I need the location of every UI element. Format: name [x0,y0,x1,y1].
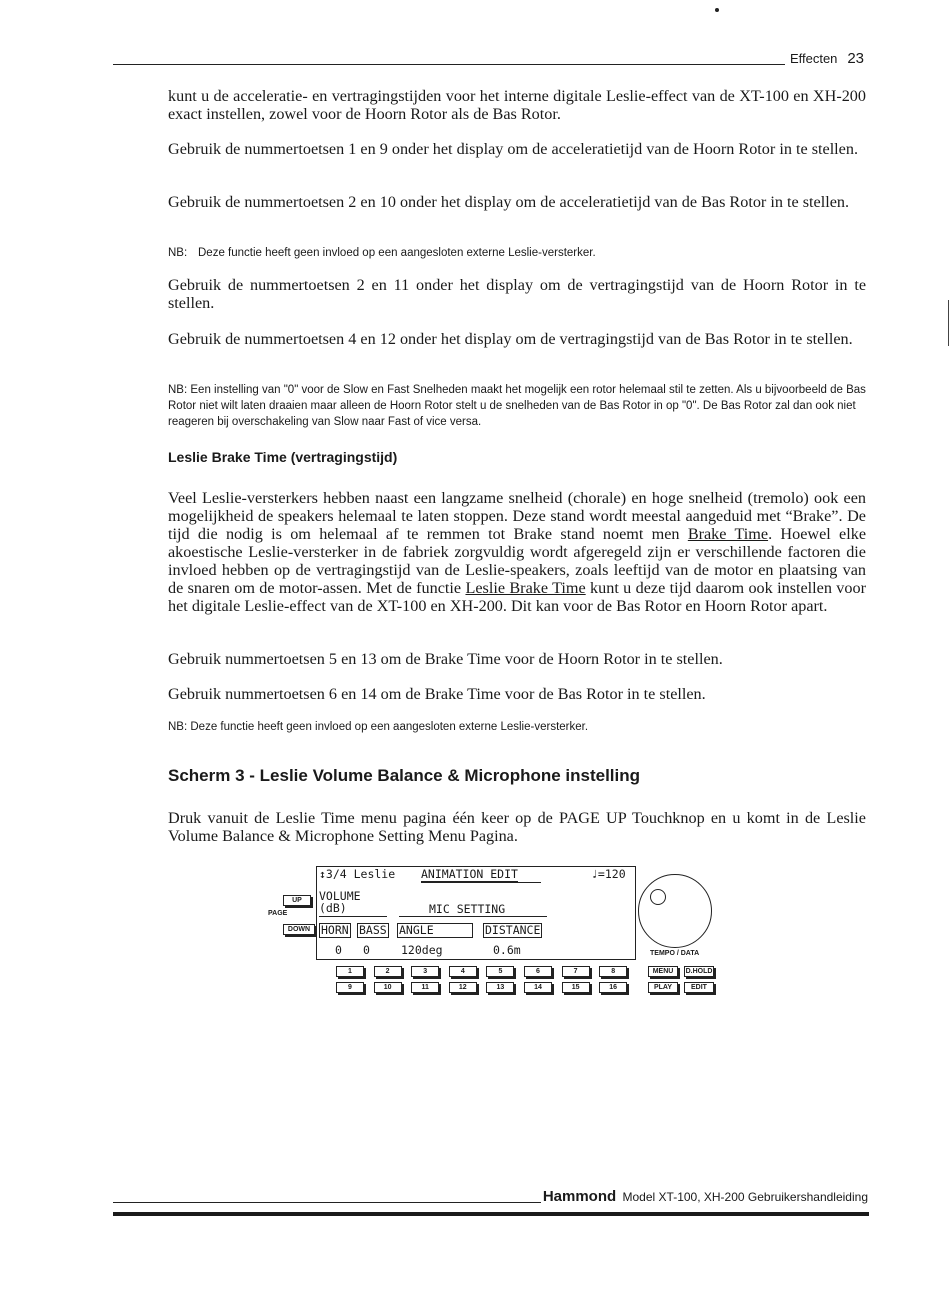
page-down-button[interactable]: DOWN [283,924,315,935]
lcd-menu-underline [421,882,541,883]
paragraph: Gebruik nummertoetsen 5 en 13 om de Brake Time voor de Hoorn Rotor in te stellen. [168,650,723,668]
note-text: Deze functie heeft geen invloed op een aangesloten externe Leslie-versterker. [198,247,596,259]
number-key-6[interactable]: 6 [524,966,552,977]
lcd-angle-value: 120deg [401,943,443,957]
underlined-term: Leslie Brake Time [465,579,586,597]
number-key-10[interactable]: 10 [374,982,402,993]
play-button[interactable]: PLAY [648,982,678,993]
lcd-bass-value: 0 [363,943,370,957]
paragraph: Gebruik de nummertoetsen 4 en 12 onder het display om de vertragingstijd van de Bas Rotor in te stellen. [168,330,853,348]
number-key-12[interactable]: 12 [449,982,477,993]
note-label: NB: [168,247,188,259]
note-label: NB: [168,384,188,396]
dhold-button[interactable]: D.HOLD [685,968,713,975]
number-key-11[interactable]: 11 [411,982,439,993]
menu-button[interactable]: MENU [648,966,678,977]
lcd-menu-title: ANIMATION EDIT [421,867,518,881]
number-key-2[interactable]: 2 [374,966,402,977]
lcd-unit-label: (dB) [319,901,347,915]
dial-indicator-icon [650,889,666,905]
number-key-14[interactable]: 14 [524,982,552,993]
edit-button[interactable]: EDIT [684,982,714,993]
note [168,382,866,430]
page-number: 23 [847,50,864,67]
margin-mark [948,300,949,346]
number-key-9[interactable]: 9 [336,982,364,993]
note-label: NB: [168,721,188,733]
number-key-3[interactable]: 3 [411,966,439,977]
lcd-bass[interactable]: BASS [359,923,387,937]
paragraph: kunt u de acceleratie- en vertragingstijden voor het interne digitale Leslie-effect van de XT-100 en XH-200 exact instellen, zowel voor de Hoorn Rotor als de Bas Rotor. [168,87,866,123]
lcd-mic-underline [399,916,547,917]
underlined-term: Brake Time [687,525,769,543]
footer-brand: Hammond [542,1188,617,1205]
running-header [790,50,864,67]
lcd-display [316,866,636,960]
footer-thick-rule [113,1212,869,1216]
tempo-data-label: TEMPO / DATA [650,950,700,957]
footer-title: Model XT-100, XH-200 Gebruikershandleiding [622,1190,868,1204]
number-key-16[interactable]: 16 [599,982,627,993]
number-key-7[interactable]: 7 [562,966,590,977]
paragraph: Gebruik nummertoetsen 6 en 14 om de Brake Time voor de Bas Rotor in te stellen. [168,685,706,703]
number-key-5[interactable]: 5 [486,966,514,977]
section-heading: Scherm 3 - Leslie Volume Balance & Microphone instelling [168,766,641,785]
lcd-volume-label: VOLUME [319,889,361,903]
lcd-horn-value: 0 [335,943,342,957]
paragraph: Gebruik de nummertoetsen 2 en 11 onder het display om de vertragingstijd van de Hoorn Rotor in te stellen. [168,276,866,312]
paragraph [168,489,866,615]
page-label: PAGE [268,910,288,917]
number-key-4[interactable]: 4 [449,966,477,977]
paragraph: Druk vanuit de Leslie Time menu pagina één keer op de PAGE UP Touchknop en u komt in de Leslie Volume Balance & Microphone Setting Menu Pagina. [168,809,866,845]
lcd-page-indicator: ↕3/4 Leslie [319,867,396,881]
tempo-data-dial[interactable] [638,874,712,948]
number-key-13[interactable]: 13 [486,982,514,993]
footer-rule [113,1202,541,1203]
note [168,719,866,735]
note-text: Een instelling van "0" voor de Slow en Fast Snelheden maakt het mogelijk een rotor helemaal stil te zetten. Als u bijvoorbeeld de Bas Rotor niet wilt laten draaien maar alleen de Hoorn Rotor stelt u de snelheden van de Bas Rotor in op "0". De Bas Rotor zal dan ook niet reageren bij overschakeling van Slow naar Fast of vice versa. [168,384,866,428]
lcd-volume-underline [319,916,387,917]
text-run: kunt u deze tijd daarom ook instellen voor het digitale Leslie-effect van de XT-100 en XH-200. Dit kan voor de Bas Rotor en Hoorn Rotor apart. [168,579,866,615]
page-speck [715,8,719,12]
note-text: Deze functie heeft geen invloed op een aangesloten externe Leslie-versterker. [190,721,589,733]
text-run: Veel Leslie-versterkers hebben naast een langzame snelheid (chorale) en hoge snelheid (tremolo) ook een mogelijkheid de speakers helemaal te laten stoppen. Deze stand wordt meestal aangeduid met “Brake”. De tijd die nodig is om helemaal af te remmen tot Brake stand noemt men [168,489,866,543]
section-title: Effecten [789,51,838,66]
lcd-distance[interactable]: DISTANCE [485,923,541,937]
lcd-horn[interactable]: HORN [321,923,349,937]
running-footer [543,1188,868,1205]
note [168,245,866,261]
lcd-tempo: ♩=120 [591,867,626,881]
paragraph: Gebruik de nummertoetsen 2 en 10 onder het display om de acceleratietijd van de Bas Rotor in te stellen. [168,193,850,211]
text-run: . Hoewel elke akoestische Leslie-versterker in de fabriek zorgvuldig wordt afgeregeld zijn er verschillende factoren die invloed hebben op de vertragingstijd van de Leslie-speakers, zoals leeftijd van de motor en plaatsing van de snaren om de motor-assen. Met de functie [168,525,867,597]
subsection-heading: Leslie Brake Time (vertragingstijd) [168,449,398,465]
page-up-button[interactable]: UP [283,895,311,906]
lcd-distance-value: 0.6m [493,943,521,957]
number-key-15[interactable]: 15 [562,982,590,993]
lcd-mic-setting: MIC SETTING [429,902,506,916]
number-key-8[interactable]: 8 [599,966,627,977]
paragraph: Gebruik de nummertoetsen 1 en 9 onder het display om de acceleratietijd van de Hoorn Rotor in te stellen. [168,140,859,158]
lcd-angle[interactable]: ANGLE [397,923,473,938]
header-rule [113,64,785,65]
number-key-1[interactable]: 1 [336,966,364,977]
